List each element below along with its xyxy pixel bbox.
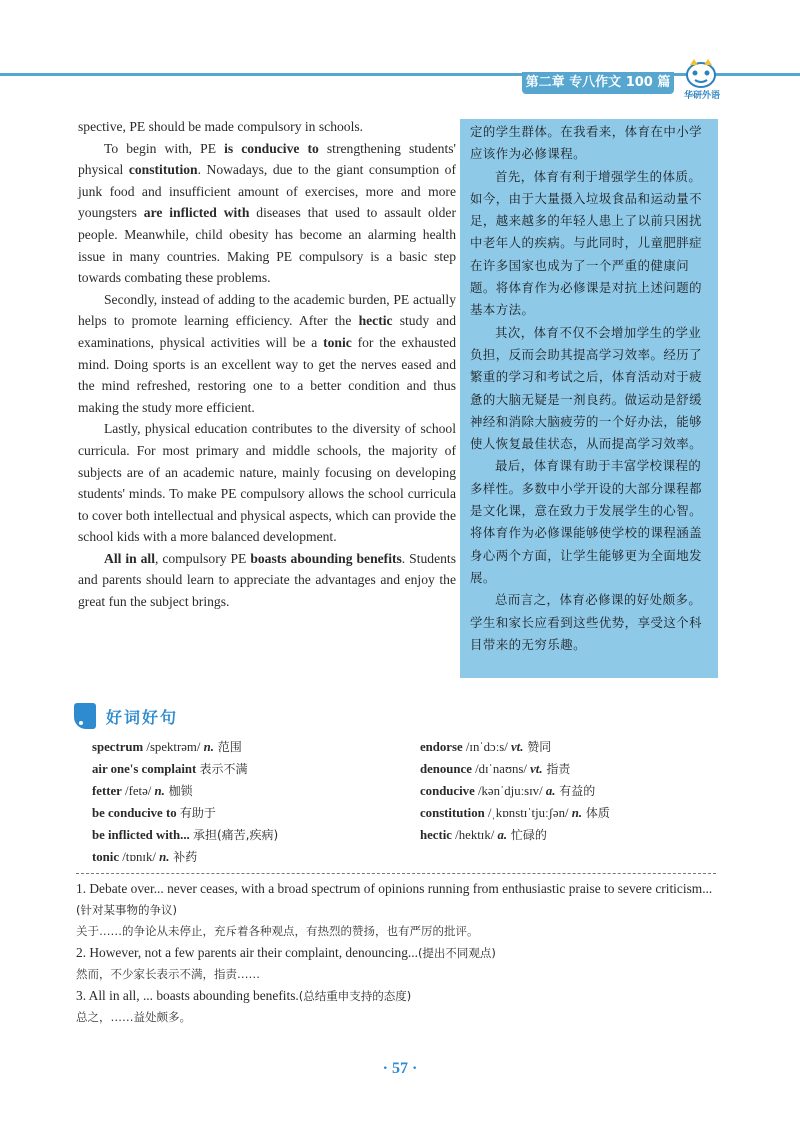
translation-paragraph-3: 最后，体育课有助于丰富学校课程的多样性。多数中小学开设的大部分课程都是文化课，意在致力于发展学生的心智。将体育作为必修课能够使学校的课程涵盖身心两个方面，让学生能够更为全面地发展。 xyxy=(470,458,703,585)
vocab-item: air one's complaint 表示不满 xyxy=(92,762,248,776)
sentence-cn: 关于……的争论从未停止，充斥着各种观点，有热烈的赞扬，也有严厉的批评。 xyxy=(76,924,479,938)
translation-box xyxy=(460,119,718,678)
chapter-tab: 第二章 专八作文 100 篇 xyxy=(522,72,674,94)
dashed-divider xyxy=(76,873,716,874)
sentence-en: 3. All in all, ... boasts abounding benefits.(总结重申支持的态度) xyxy=(76,988,412,1003)
essay-paragraph-4: All in all, compulsory PE boasts abounding benefits. Students and parents should learn to appreciate the advantages and enjoy the great fun the subject brings. xyxy=(78,550,456,610)
vocab-item: hectic /hektɪk/ a. 忙碌的 xyxy=(420,828,547,842)
logo-text: 华研外语 xyxy=(683,91,720,101)
vocab-item: be inflicted with... 承担(痛苦,疾病) xyxy=(92,828,279,842)
vocab-item: denounce /dɪˈnaʊns/ vt. 指责 xyxy=(420,762,571,776)
vocab-item: be conducive to 有助于 xyxy=(92,806,216,820)
vocab-item: endorse /ɪnˈdɔːs/ vt. 赞同 xyxy=(420,740,552,754)
translation-paragraph-4: 总而言之，体育必修课的好处颇多。学生和家长应看到这些优势，享受这个科目带来的无穷乐趣。 xyxy=(470,592,703,652)
page-number: · 57 · xyxy=(382,1060,418,1077)
sentence-cn: 总之，……益处颇多。 xyxy=(76,1010,191,1024)
sentence-en: 2. However, not a few parents air their complaint, denouncing...(提出不同观点) xyxy=(76,945,496,960)
bookmark-icon xyxy=(74,703,96,729)
vocab-item: constitution /ˌkɒnstɪˈtjuːʃən/ n. 体质 xyxy=(420,806,610,820)
vocab-list-right xyxy=(420,736,610,846)
vocab-item: spectrum /spektrəm/ n. 范围 xyxy=(92,740,242,754)
sentence-cn: 然而，不少家长表示不满，指责…… xyxy=(76,967,260,981)
vocab-item: conducive /kənˈdjuːsɪv/ a. 有益的 xyxy=(420,784,596,798)
translation-paragraph-2: 其次，体育不仅不会增加学生的学业负担，反而会助其提高学习效率。经历了繁重的学习和考试之后，体育活动对于疲惫的大脑无疑是一剂良药。做运动是舒缓神经和消除大脑疲劳的一个好办法，能够使人恢复最佳状态，从而提高学习效率。 xyxy=(470,324,703,452)
sentence-list xyxy=(76,878,718,1028)
essay-paragraph-2: Secondly, instead of adding to the academic burden, PE actually helps to promote learning efficiency. After the hectic study and examinations, physical activities will be a tonic for the exhausted mind. Doing sports is an excellent way to get the nerves eased and the mind refreshed, restoring one to a better condition and thus making the study more efficient. xyxy=(78,291,456,415)
vocab-item: tonic /tɒnɪk/ n. 补药 xyxy=(92,850,198,864)
vocab-list-left xyxy=(92,736,278,868)
translation-paragraph-1: 首先，体育有利于增强学生的体质。如今，由于大量摄入垃圾食品和运动量不足，越来越多的年轻人患上了以前只困扰中老年人的疾病。与此同时，儿童肥胖症在许多国家也成为了一个严重的健康问题。将体育作为必修课是对抗上述问题的基本方法。 xyxy=(470,168,703,318)
section-title: 好词好句 xyxy=(106,708,179,727)
essay-paragraph-1: To begin with, PE is conducive to strengthening students' physical constitution. Nowadays, due to the giant consumption of junk food and insufficient amount of exercises, more and more youngsters are inflicted with diseases that used to assault older people. Meanwhile, child obesity has become an alarming health issue in many countries. Making PE compulsory is a basic step towards combating these problems. xyxy=(78,140,457,286)
essay-paragraph-3: Lastly, physical education contributes to the diversity of school curricula. For most primary and middle schools, the majority of subjects are of an academic nature, mainly focusing on developing students' minds. To make PE compulsory allows the school curricula to cover both intellectual and physical aspects, which can provide the school kids with a more balanced development. xyxy=(78,421,456,545)
sentence-en: 1. Debate over... never ceases, with a broad spectrum of opinions running from enthusiastic praise to severe criticism...(针对某事物的争议) xyxy=(76,881,713,917)
translation-paragraph-0: 定的学生群体。在我看来，体育在中小学应该作为必修课程。 xyxy=(470,124,703,162)
essay-paragraph-0: spective, PE should be made compulsory in schools. xyxy=(78,119,364,134)
vocab-item: fetter /fetə/ n. 枷锁 xyxy=(92,784,193,798)
essay-text xyxy=(78,116,456,613)
